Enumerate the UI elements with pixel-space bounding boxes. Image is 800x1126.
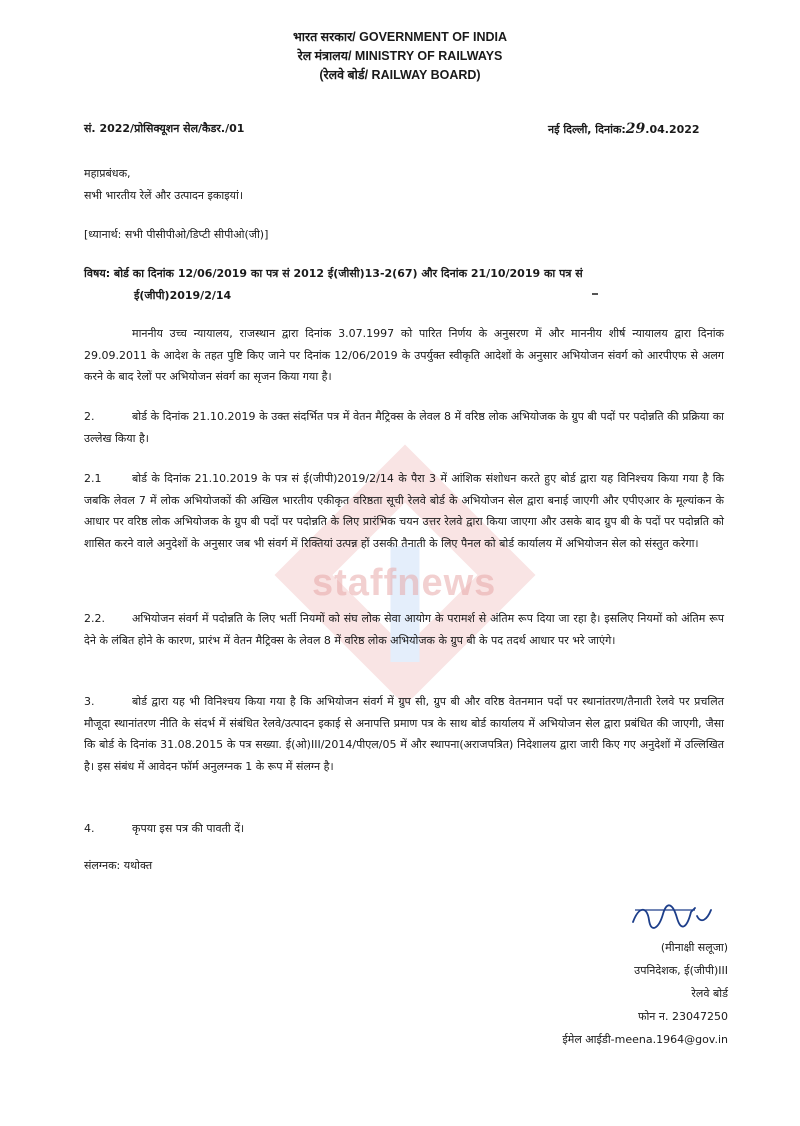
paragraph-2	[84, 406, 724, 449]
paragraph-1-text: माननीय उच्च न्यायालय, राजस्थान द्वारा दिनांक 3.07.1997 को पारित निर्णय के अनुसरण में और माननीय शीर्ष न्यायालय द्वारा दिनांक 29.09.2011 के आदेश के तहत पुष्टि किए जाने पर दिनांक 12/06/2019 के उपर्युक्त स्वीकृति आदेशों के अनुसार अभियोजन संवर्ग को आरपीएफ से अलग करने के बाद रेलों पर अभियोजन संवर्ग का सृजन किया गया है।	[84, 327, 724, 383]
addressee-units: सभी भारतीय रेलें और उत्पादन इकाइयां।	[84, 189, 243, 202]
paragraph-2-2-number: 2.2.	[84, 612, 105, 625]
letter-date	[548, 120, 700, 139]
date-day-handwritten: 29	[625, 121, 646, 137]
date-prefix: नई दिल्ली, दिनांक:	[548, 123, 626, 136]
paragraph-1	[84, 323, 724, 388]
paragraph-2-text: बोर्ड के दिनांक 21.10.2019 के उक्त संदर्भित पत्र में वेतन मैट्रिक्स के लेवल 8 में वरिष्ठ लोक अभियोजक के ग्रुप बी पदों पर पदोन्नति की प्रक्रिया का उल्लेख किया है।	[84, 410, 724, 445]
paragraph-3-text: बोर्ड द्वारा यह भी विनिश्चय किया गया है कि अभियोजन संवर्ग में ग्रुप सी, ग्रुप बी और वरिष्ठ वेतनमान पदों पर स्थानांतरण/तैनाती रेलवे पर प्रचलित मौजूदा स्थानांतरण नीति के संदर्भ में संबंधित रेलवे/उत्पादन इकाई से अनापत्ति प्रमाण पत्र के साथ बोर्ड कार्यालय में अभियोजन सेल द्वारा प्रबंधित की जाएगी, जैसा कि बोर्ड के दिनांक 31.08.2015 के पत्र सख्या. ई(ओ)III/2014/पीएल/05 में और स्थापना(अराजपत्रित) निदेशालय द्वारा जारी किए गए अनुदेशों में उल्लिखित है। इस संबंध में आवेदन फॉर्म अनुलग्नक 1 के रूप में संलग्न है।	[84, 695, 724, 773]
paragraph-2-1	[84, 468, 724, 554]
signatory-designation: उपनिदेशक, ई(जीपी)III	[634, 964, 728, 977]
attention-line: [ध्यानार्थ: सभी पीसीपीओ/डिप्टी सीपीओ(जी)]	[84, 228, 269, 241]
paragraph-2-2-text: अभियोजन संवर्ग में पदोन्नति के लिए भर्ती नियमों को संघ लोक सेवा आयोग के परामर्श से अंतिम रूप दिया जा रहा है। इसलिए नियमों को अंतिम रूप देने के लंबित होने के कारण, प्रारंभ में वेतन मैट्रिक्स के लेवल 8 में वरिष्ठ लोक अभियोजक के ग्रुप बी के पद तदर्थ आधार पर भरे जाएंगे।	[84, 612, 724, 647]
paragraph-2-1-text: बोर्ड के दिनांक 21.10.2019 के पत्र सं ई(जीपी)2019/2/14 के पैरा 3 में आंशिक संशोधन करते हुए बोर्ड द्वारा यह विनिश्चय किया गया है कि जबकि लेवल 7 में लोक अभियोजकों की अखिल भारतीय एकीकृत वरिष्ठता सूची रेलवे बोर्ड के अभियोजन सेल द्वारा बनाई जाएगी और एपीएआर के मूल्यांकन के आधार पर वरिष्ठ लोक अभियोजक के ग्रुप बी पदों पर पदोन्नति के लिए प्रारंभिक चयन उत्तर रेलवे द्वारा किया जाएगा और उसके बाद ग्रुप बी के पदों पर पदोन्नति को शासित करने वाले अनुदेशों के अनुसार जब भी संवर्ग में रिक्तियां उत्पन्न हों उसकी तैनाती के लिए पैनल को बोर्ड कार्यालय में अभियोजन सेल को संस्तुत करेगा।	[84, 472, 724, 550]
signature-block	[562, 936, 728, 1051]
paragraph-2-number: 2.	[84, 410, 95, 423]
paragraph-4-number: 4.	[84, 822, 95, 835]
handwritten-signature	[625, 898, 715, 938]
paragraph-3-number: 3.	[84, 695, 95, 708]
paragraph-2-2	[84, 608, 724, 651]
signatory-office: रेलवे बोर्ड	[691, 987, 728, 1000]
header-ministry: रेल मंत्रालय/ MINISTRY OF RAILWAYS	[297, 49, 503, 63]
margin-mark	[592, 293, 598, 295]
watermark-text: staffnews	[312, 562, 497, 604]
paragraph-2-1-number: 2.1	[84, 472, 102, 485]
paragraph-3	[84, 691, 724, 777]
header-government: भारत सरकार/ GOVERNMENT OF INDIA	[292, 30, 508, 44]
letterhead	[0, 28, 800, 85]
date-rest: .04.2022	[645, 123, 700, 136]
paragraph-4	[84, 818, 724, 840]
enclosure-line: संलग्नक: यथोक्त	[84, 859, 153, 872]
signatory-email[interactable]: ईमेल आईडी-meena.1964@gov.in	[562, 1033, 728, 1046]
paragraph-4-text: कृपया इस पत्र की पावती दें।	[132, 822, 245, 835]
subject-line-2: ई(जीपी)2019/2/14	[134, 289, 232, 302]
addressee-title: महाप्रबंधक,	[84, 167, 131, 180]
subject-line: विषय: बोर्ड का दिनांक 12/06/2019 का पत्र सं 2012 ई(जीसी)13-2(67) और दिनांक 21/10/2019 का पत्र सं	[84, 267, 583, 280]
signatory-name: (मीनाक्षी सलूजा)	[660, 941, 728, 954]
reference-number: सं. 2022/प्रोसिक्यूशन सेल/कैडर./01	[84, 122, 245, 135]
signatory-phone: फोन न. 23047250	[637, 1010, 728, 1023]
header-board: (रेलवे बोर्ड/ RAILWAY BOARD)	[319, 68, 481, 82]
